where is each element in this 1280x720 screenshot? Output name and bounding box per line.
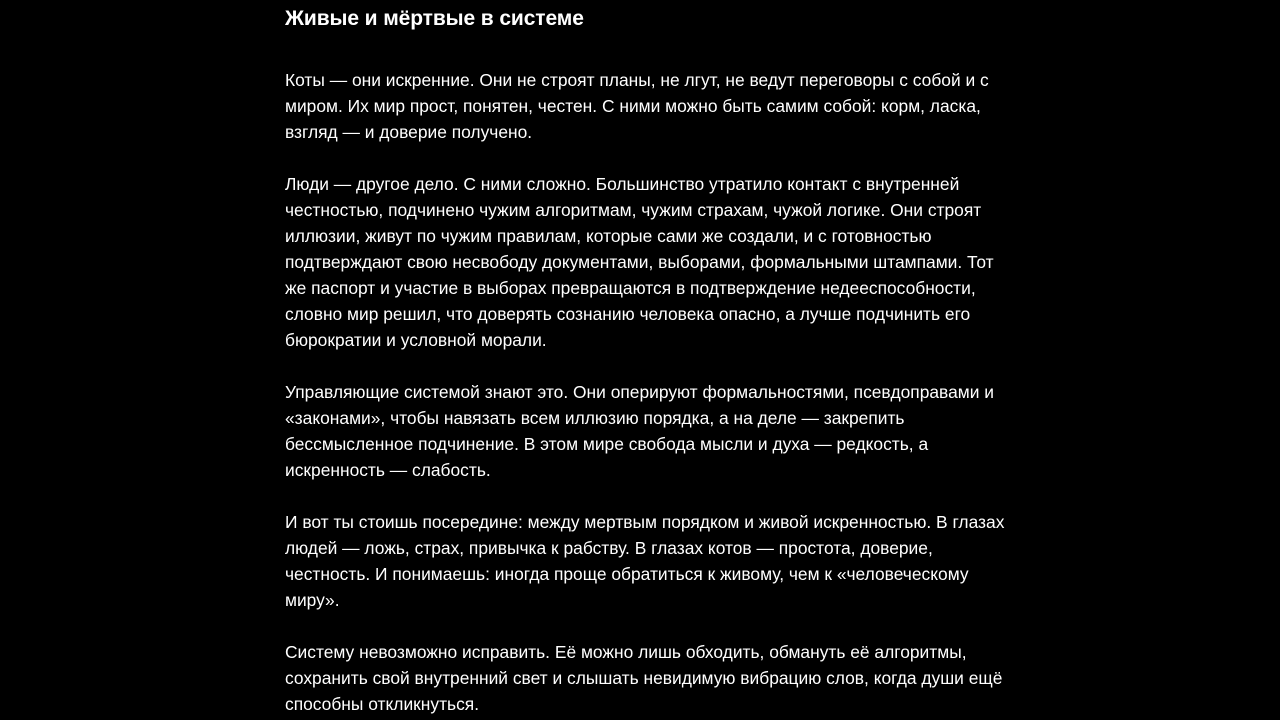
paragraph-middle: И вот ты стоишь посередине: между мертвым порядком и живой искренностью. В глазах людей — ложь, страх, привычка к рабству. В глазах котов — простота, доверие, честность. И понимаешь: иногда проще обратиться к живому, чем к «человеческому миру». — [285, 512, 1005, 610]
paragraph-system: Систему невозможно исправить. Её можно лишь обходить, обмануть её алгоритмы, сохранить свой внутренний свет и слышать невидимую вибрацию слов, когда души ещё способны откликнуться. — [285, 642, 1003, 714]
article — [285, 0, 1015, 717]
article-title: Живые и мёртвые в системе — [285, 7, 584, 30]
paragraph-people: Люди — другое дело. С ними сложно. Большинство утратило контакт с внутренней честностью, подчинено чужим алгоритмам, чужим страхам, чужой логике. Они строят иллюзии, живут по чужим правилам, которые сами же создали, и с готовностью подтверждают свою несвободу документами, выборами, формальными штампами. Тот же паспорт и участие в выборах превращаются в подтверждение недееспособности, словно мир решил, что доверять сознанию человека опасно, а лучше подчинить его бюрократии и условной морали. — [285, 174, 994, 350]
paragraph-rulers: Управляющие системой знают это. Они оперируют формальностями, псевдоправами и «законами», чтобы навязать всем иллюзию порядка, а на деле — закрепить бессмысленное подчинение. В этом мире свобода мысли и духа — редкость, а искренность — слабость. — [285, 382, 994, 480]
paragraph-cats: Коты — они искренние. Они не строят планы, не лгут, не ведут переговоры с собой и с миром. Их мир прост, понятен, честен. С ними можно быть самим собой: корм, ласка, взгляд — и доверие получено. — [285, 70, 989, 142]
